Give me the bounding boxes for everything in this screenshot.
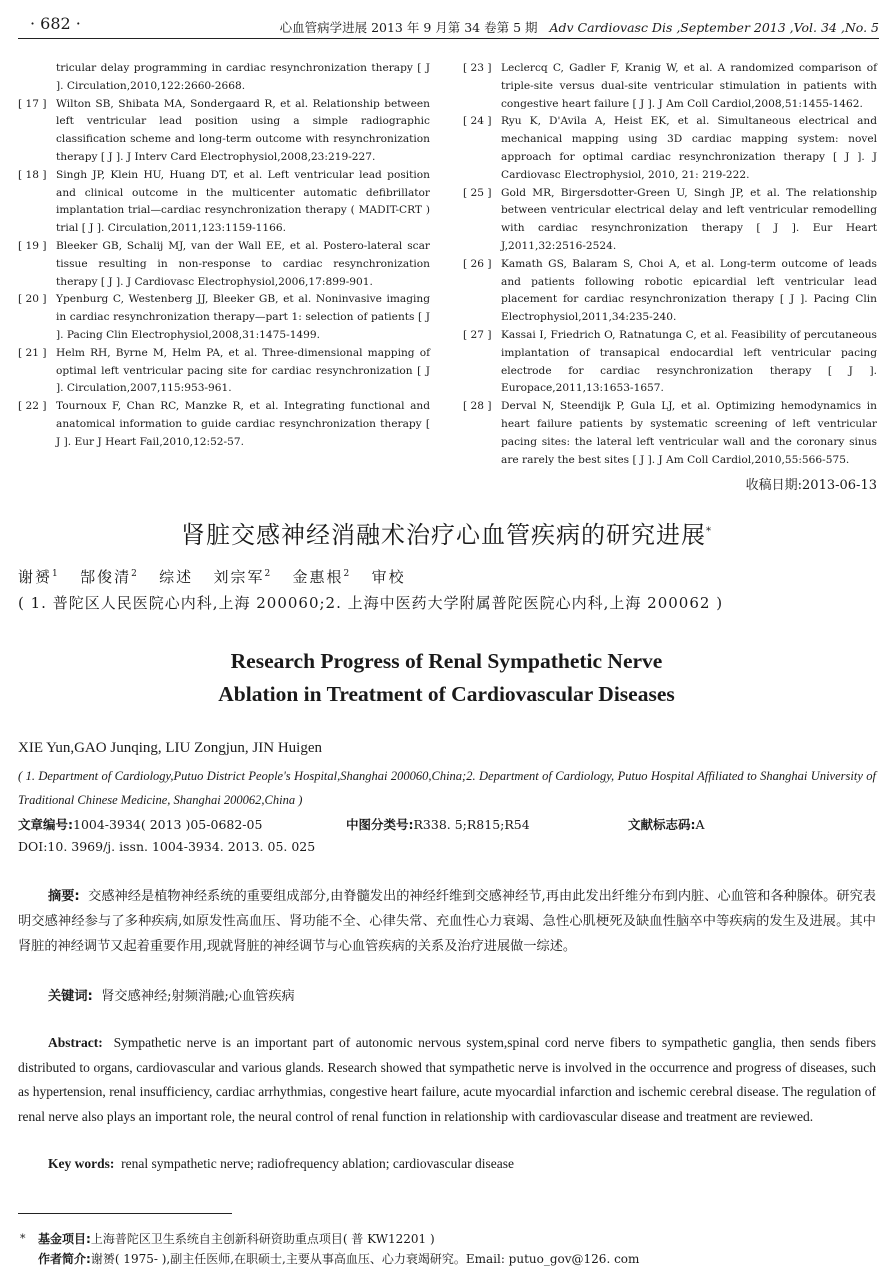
reference-text: Ypenburg C, Westenberg JJ, Bleeker GB, et al. Noninvasive imaging in cardiac resynchronization therapy—part 1: selection of patients [ J ]. Pacing Clin Electrophysiol,2008,31:1475-1499. xyxy=(56,293,430,341)
abstract-en xyxy=(18,1031,876,1129)
reference-number: [ 19 ] xyxy=(18,239,47,252)
author-zh: 谢赟$^1$ xyxy=(18,568,60,586)
abstract-zh-label: 摘要: xyxy=(48,889,80,904)
reference-text: Gold MR, Birgersdotter-Green U, Singh JP, et al. The relationship between ventricular electrical delay and left ventricular remodelling with cardiac resynchronization therapy [ J ]. Eur Heart J,2011,32:2516-2524. xyxy=(501,186,877,252)
reference-number: [ 17 ] xyxy=(18,97,47,110)
reference-text: Ryu K, D'Avila A, Heist EK, et al. Simultaneous electrical and mechanical mapping using 3D cardiac mapping system: novel approach for optimal cardiac resynchronization therapy [ J ]. J Cardiovasc Electrophysiol, 2010, 21: 219-222. xyxy=(501,115,877,181)
page-header xyxy=(18,10,879,39)
title-footnote-mark: * xyxy=(706,526,712,537)
footnotes xyxy=(20,1229,640,1269)
reference-item xyxy=(18,96,430,167)
keywords-zh-text: 肾交感神经;射频消融;心血管疾病 xyxy=(101,989,295,1004)
fund-note: 基金项目:上海普陀区卫生系统自主创新科研资助重点项目( 普 KW12201 ) xyxy=(38,1232,435,1246)
keywords-en-text: renal sympathetic nerve; radiofrequency ablation; cardiovascular disease xyxy=(121,1156,514,1171)
keywords-en xyxy=(48,1156,514,1172)
reference-number: [ 28 ] xyxy=(463,400,492,413)
reference-item xyxy=(18,398,430,451)
reference-item xyxy=(463,185,877,256)
reference-number: [ 27 ] xyxy=(463,328,492,341)
reference-number: [ 23 ] xyxy=(463,62,492,74)
reference-number: [ 26 ] xyxy=(463,257,492,270)
footnote-divider xyxy=(18,1213,232,1214)
keywords-en-label: Key words: xyxy=(48,1156,115,1171)
title-en-line: Research Progress of Renal Sympathetic Nerve xyxy=(230,649,663,673)
reference-text: Bleeker GB, Schalij MJ, van der Wall EE, et al. Postero-lateral scar tissue resulting in non-response to cardiac resynchronization therapy [ J ]. J Cardiovasc Electrophysiol,2006,17:899-901. xyxy=(56,239,430,288)
doi: DOI:10. 3969/j. issn. 1004-3934. 2013. 05. 025 xyxy=(18,839,316,854)
author-bio-note: 作者简介:谢赟( 1975- ),副主任医师,在职硕士,主要从事高血压、心力衰竭研究。Email: putuo_gov@126. com xyxy=(38,1252,640,1266)
document-code: 文献标志码:A xyxy=(628,817,705,832)
authors-en: XIE Yun,GAO Junqing, LIU Zongjun, JIN Huigen xyxy=(18,740,322,756)
author-role: 审校 xyxy=(371,568,406,586)
reference-item xyxy=(18,167,430,238)
abstract-en-label: Abstract: xyxy=(48,1035,103,1050)
article-number: 文章编号:1004-3934( 2013 )05-0682-05 xyxy=(18,817,263,832)
author-zh: 刘宗军$^2$ xyxy=(213,568,273,586)
reference-item xyxy=(463,398,877,469)
reference-text: Derval N, Steendijk P, Gula LJ, et al. Optimizing hemodynamics in heart failure patients by systematic screening of left ventricular pacing sites: the lateral left ventricular wall and the coronary sinus are rarely the best sites [ J ]. J Am Coll Cardiol,2010,55:566-575. xyxy=(501,400,877,466)
keywords-zh-label: 关键词: xyxy=(48,989,93,1004)
reference-text: Tournoux F, Chan RC, Manzke R, et al. Integrating functional and anatomical information to guide cardiac resynchronization therapy [ J ]. Eur J Heart Fail,2010,12:52-57. xyxy=(56,400,430,448)
author-role: 综述 xyxy=(159,568,194,586)
reference-text: Leclercq C, Gadler F, Kranig W, et al. A randomized comparison of triple-site versus dual-site ventricular stimulation in patients with congestive heart failure [ J ]. J Am Coll Cardiol,2008,51:1455-1462. xyxy=(501,62,877,110)
abstract-zh xyxy=(18,884,876,959)
journal-name-zh: 心血管病学进展 2013 年 9 月第 34 卷第 5 期 xyxy=(279,20,538,35)
page-number: · 682 · xyxy=(30,14,81,33)
author-zh: 郜俊清$^2$ xyxy=(80,568,139,586)
reference-item xyxy=(18,238,430,291)
reference-number: [ 24 ] xyxy=(463,115,492,128)
footnote-mark: * xyxy=(20,1232,26,1245)
received-date: 收稿日期:2013-06-13 xyxy=(745,478,877,494)
reference-text: Kamath GS, Balaram S, Choi A, et al. Long-term outcome of leads and patients following robotic epicardial left ventricular lead placement for cardiac resynchronization therapy [ J ]. Pacing Clin Electrophysiol,2011,34:235-240. xyxy=(501,257,877,324)
affiliation-en: ( 1. Department of Cardiology,Putuo District People's Hospital,Shanghai 200060,China;2. Department of Cardiology, Putuo Hospital Affiliated to Shanghai University of Traditional Chinese Medicine, Shanghai 200062,China ) xyxy=(18,769,876,807)
authors-zh xyxy=(18,566,406,587)
reference-text: Helm RH, Byrne M, Helm PA, et al. Three-dimensional mapping of optimal left ventricular pacing site for cardiac resynchronization [ J ]. Circulation,2007,115:953-961. xyxy=(56,346,430,395)
reference-item xyxy=(463,60,877,113)
reference-text: Wilton SB, Shibata MA, Sondergaard R, et al. Relationship between left ventricular lead position using a simple radiographic classification scheme and long-term outcome with resynchronization therapy [ J ]. J Interv Card Electrophysiol,2008,23:219-227. xyxy=(56,97,430,163)
reference-item xyxy=(463,256,877,327)
reference-number: [ 18 ] xyxy=(18,168,47,181)
abstract-zh-text: 交感神经是植物神经系统的重要组成部分,由脊髓发出的神经纤维到交感神经节,再由此发出纤维分布到内脏、心血管和各种腺体。研究表明交感神经参与了多种疾病,如原发性高血压、肾功能不全、心律失常、充血性心力衰竭、急性心肌梗死及缺血性脑卒中等疾病的发生及进展。其中肾脏的神经调节又起着重要作用,现就肾脏的神经调节与心血管疾病的关系及治疗进展做一综述。 xyxy=(18,889,876,954)
reference-item xyxy=(18,345,430,398)
reference-text: Kassai I, Friedrich O, Ratnatunga C, et al. Feasibility of percutaneous implantation of transapical endocardial left ventricular pacing electrode for cardiac resynchronization therapy [ J ]. Europace,2011,13:1653-1657. xyxy=(501,328,877,395)
journal-running-head xyxy=(280,18,879,36)
journal-name-en: Adv Cardiovasc Dis ,September 2013 ,Vol. 34 ,No. 5 xyxy=(549,20,879,35)
reference-item xyxy=(18,291,430,344)
reference-number: [ 25 ] xyxy=(463,186,492,199)
title-en-line: Ablation in Treatment of Cardiovascular Diseases xyxy=(218,682,675,706)
abstract-en-text: Sympathetic nerve is an important part of autonomic nervous system,spinal cord nerve fibers to sympathetic ganglia, then sends fibers distributed to organs, cardiovascular and various glands. Research showed that sympathetic nerve is involved in the occurrence and progress of diseases, such as hypertension, renal insufficiency, cardiac arrhythmias, congestive heart failure, acute myocardial infarction and ischemic cerebral disease. The regulation of renal nerve also plays an important role, the neural control of renal function in relationship with cardiovascular disease and treatment are reviewed. xyxy=(18,1035,876,1124)
references-right-column xyxy=(463,60,877,495)
reference-text: Singh JP, Klein HU, Huang DT, et al. Left ventricular lead position and clinical outcome in the multicenter automatic defibrillator implantation trial—cardiac resynchronization therapy ( MADIT-CRT ) trial [ J ]. Circulation,2011,123:1159-1166. xyxy=(56,168,430,235)
keywords-zh xyxy=(48,985,295,1004)
reference-item xyxy=(18,60,430,96)
reference-item xyxy=(463,113,877,184)
author-zh: 金惠根$^2$ xyxy=(292,568,352,586)
references-left-column xyxy=(18,60,430,452)
reference-number: [ 21 ] xyxy=(18,346,47,359)
reference-number: [ 20 ] xyxy=(18,293,47,306)
article-title-zh xyxy=(0,515,893,550)
clc-number: 中图分类号:R338. 5;R815;R54 xyxy=(346,817,530,832)
reference-text: tricular delay programming in cardiac resynchronization therapy [ J ]. Circulation,2010,122:2660-2668. xyxy=(56,62,430,92)
reference-number: [ 22 ] xyxy=(18,400,47,413)
affiliation-zh: ( 1. 普陀区人民医院心内科,上海 200060;2. 上海中医药大学附属普陀医院心内科,上海 200062 ) xyxy=(18,594,724,612)
reference-item xyxy=(463,327,877,398)
article-title-en xyxy=(0,645,893,711)
title-zh-text: 肾脏交感神经消融术治疗心血管疾病的研究进展 xyxy=(181,521,706,549)
